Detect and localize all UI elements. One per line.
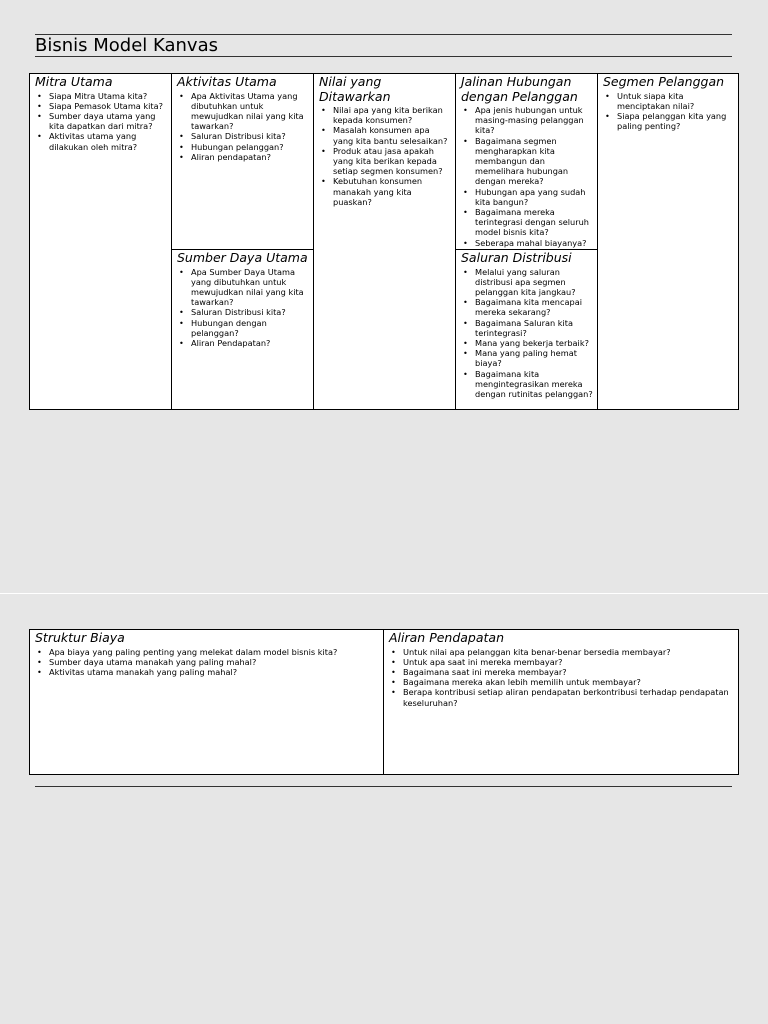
question-item: • Bagaimana Saluran kita terintegrasi?: [475, 318, 594, 338]
saluran-distribusi-block: [455, 249, 598, 410]
question-list: [319, 105, 452, 207]
aliran-pendapatan-block: [383, 629, 739, 775]
question-item: • Siapa Mitra Utama kita?: [49, 91, 168, 101]
question-list: [603, 91, 735, 132]
question-item: • Berapa kontribusi setiap aliran pendapatan berkontribusi terhadap pendapatan keseluruhan?: [403, 687, 735, 707]
segmen-pelanggan-block: [597, 73, 739, 410]
question-item: • Bagaimana segmen mengharapkan kita membangun dan memelihara hubungan dengan mereka?: [475, 136, 594, 187]
question-item: • Mana yang paling hemat biaya?: [475, 348, 594, 368]
question-item: • Apa Aktivitas Utama yang dibutuhkan untuk mewujudkan nilai yang kita tawarkan?: [191, 91, 310, 132]
block-title: Jalinan Hubungan dengan Pelanggan: [461, 74, 578, 104]
block-title: Struktur Biaya: [35, 630, 125, 645]
question-item: • Untuk nilai apa pelanggan kita benar-benar bersedia membayar?: [403, 647, 735, 657]
question-item: • Aktivitas utama manakah yang paling mahal?: [49, 667, 380, 677]
question-item: • Bagaimana saat ini mereka membayar?: [403, 667, 735, 677]
question-item: • Masalah konsumen apa yang kita bantu selesaikan?: [333, 125, 452, 145]
question-item: • Sumber daya utama yang kita dapatkan dari mitra?: [49, 111, 168, 131]
sumber-daya-utama-block: [171, 249, 314, 410]
question-item: • Melalui yang saluran distribusi apa segmen pelanggan kita jangkau?: [475, 267, 594, 298]
aktivitas-utama-block: [171, 73, 314, 250]
block-title: Sumber Daya Utama: [177, 250, 308, 265]
question-item: • Bagaimana kita mencapai mereka sekarang?: [475, 297, 594, 317]
question-item: • Bagaimana kita mengintegrasikan mereka dengan rutinitas pelanggan?: [475, 369, 594, 400]
block-title: Mitra Utama: [35, 74, 113, 89]
question-list: [35, 91, 168, 152]
block-title: Aliran Pendapatan: [389, 630, 505, 645]
block-title: Saluran Distribusi: [461, 250, 572, 265]
question-item: • Hubungan pelanggan?: [191, 142, 310, 152]
struktur-biaya-block: [29, 629, 384, 775]
question-item: • Apa biaya yang paling penting yang melekat dalam model bisnis kita?: [49, 647, 380, 657]
question-item: • Kebutuhan konsumen manakah yang kita puaskan?: [333, 176, 452, 207]
question-item: • Siapa pelanggan kita yang paling penting?: [617, 111, 735, 131]
question-list: [461, 105, 594, 248]
question-item: • Aliran pendapatan?: [191, 152, 310, 162]
nilai-ditawarkan-block: [313, 73, 456, 410]
question-item: • Untuk apa saat ini mereka membayar?: [403, 657, 735, 667]
block-title: Segmen Pelanggan: [603, 74, 725, 89]
question-item: • Aliran Pendapatan?: [191, 338, 310, 348]
question-item: • Sumber daya utama manakah yang paling mahal?: [49, 657, 380, 667]
question-item: • Nilai apa yang kita berikan kepada konsumen?: [333, 105, 452, 125]
question-list: [461, 267, 594, 400]
question-item: • Saluran Distribusi kita?: [191, 307, 310, 317]
question-item: • Seberapa mahal biayanya?: [475, 238, 594, 248]
question-item: • Siapa Pemasok Utama kita?: [49, 101, 168, 111]
question-list: [177, 267, 310, 349]
mitra-utama-block: [29, 73, 172, 410]
block-title: Aktivitas Utama: [177, 74, 277, 89]
question-list: [35, 647, 380, 678]
block-title: Nilai yang Ditawarkan: [319, 74, 391, 104]
question-item: • Bagaimana mereka terintegrasi dengan seluruh model bisnis kita?: [475, 207, 594, 238]
question-item: • Produk atau jasa apakah yang kita berikan kepada setiap segmen konsumen?: [333, 146, 452, 177]
page-separator: [0, 593, 768, 594]
title-rule-bottom: [35, 56, 732, 57]
question-item: • Apa Sumber Daya Utama yang dibutuhkan untuk mewujudkan nilai yang kita tawarkan?: [191, 267, 310, 308]
question-item: • Apa jenis hubungan untuk masing-masing pelanggan kita?: [475, 105, 594, 136]
question-item: • Untuk siapa kita menciptakan nilai?: [617, 91, 735, 111]
question-list: [389, 647, 735, 708]
question-list: [177, 91, 310, 162]
question-item: • Bagaimana mereka akan lebih memilih untuk membayar?: [403, 677, 735, 687]
jalinan-hubungan-block: [455, 73, 598, 250]
question-item: • Hubungan dengan pelanggan?: [191, 318, 310, 338]
footer-rule: [35, 786, 732, 787]
question-item: • Mana yang bekerja terbaik?: [475, 338, 594, 348]
question-item: • Hubungan apa yang sudah kita bangun?: [475, 187, 594, 207]
page-title: Bisnis Model Kanvas: [35, 35, 218, 56]
question-item: • Saluran Distribusi kita?: [191, 131, 310, 141]
question-item: • Aktivitas utama yang dilakukan oleh mitra?: [49, 131, 168, 151]
